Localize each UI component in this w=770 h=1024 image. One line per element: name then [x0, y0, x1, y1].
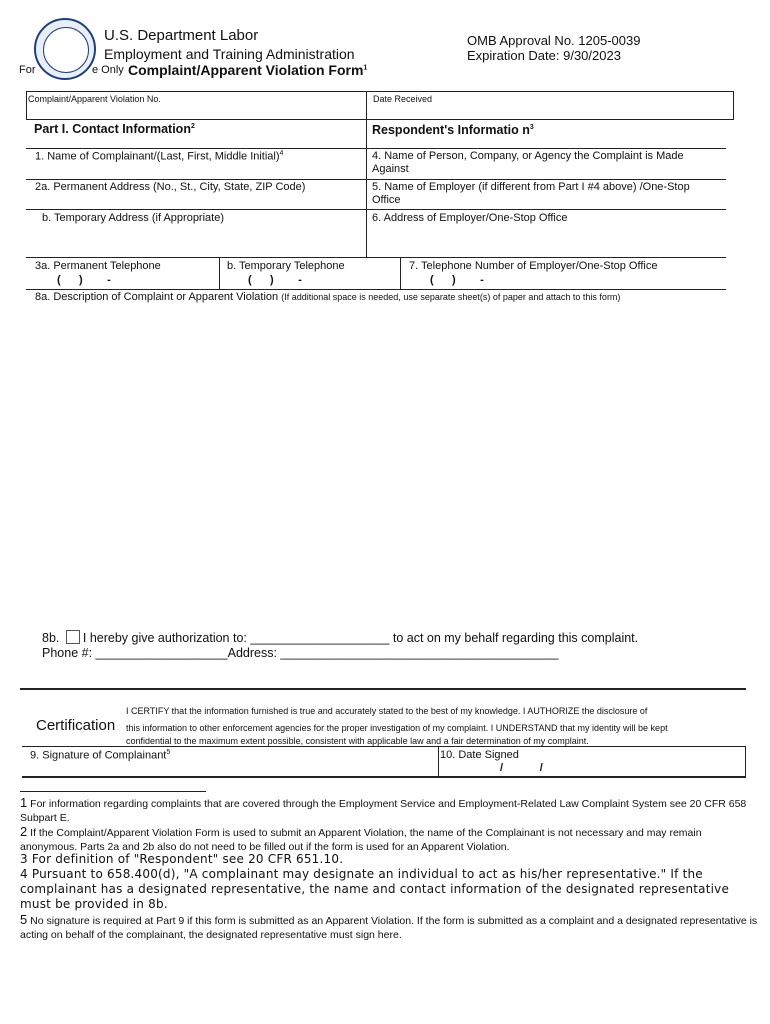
description-textarea[interactable] — [27, 306, 727, 624]
field-5-label-line1: 5. Name of Employer (if different from Part I #4 above) /One-Stop — [372, 181, 690, 193]
footnote-2: 2 If the Complaint/Apparent Violation Form is used to submit an Apparent Violation, the name of the Complainant is not necessary and may remain anonymous. Parts 2a and 2b also do not need to be filled out if the form is used for an Apparent Violation. — [20, 824, 702, 853]
for-use-prefix: For — [19, 64, 36, 76]
certification-text-3: confidential to the maximum extent possible, consistent with applicable law and a fair determination of my complaint. — [126, 736, 589, 746]
authorization-phone-address[interactable]: Phone #: ___________________Address: ________________________________________ — [42, 646, 559, 660]
agency-name: U.S. Department Labor — [104, 27, 259, 44]
complainant-name-input[interactable] — [27, 164, 365, 178]
field-3b-label: b. Temporary Telephone — [227, 260, 345, 272]
certification-text-2: this information to other enforcement agencies for the proper investigation of my complaint. I UNDERSTAND that my identity will be kept — [126, 723, 668, 733]
employer-address-input[interactable] — [368, 226, 725, 256]
signature-field[interactable] — [24, 762, 436, 775]
sub-agency-name: Employment and Training Administration — [104, 46, 355, 62]
complaint-no-label: Complaint/Apparent Violation No. — [28, 94, 161, 104]
certification-label: Certification — [36, 717, 116, 734]
field-3a-label: 3a. Permanent Telephone — [35, 260, 161, 272]
footnote-1: 1 For information regarding complaints that are covered through the Employment Service and Employment-Related Law Complaint System see 20 CFR 658 Subpart E. — [20, 795, 747, 824]
permanent-phone-input[interactable]: ( ) - — [57, 274, 111, 286]
field-2b-label: b. Temporary Address (if Appropriate) — [42, 212, 224, 224]
field-5-label-line2: Office — [372, 194, 401, 206]
permanent-address-input[interactable] — [27, 195, 365, 208]
footnote-3: 3 For definition of "Respondent" see 20 CFR 651.10. — [20, 852, 344, 866]
employer-phone-input[interactable]: ( ) - — [430, 274, 484, 286]
temporary-address-input[interactable] — [27, 226, 365, 256]
field-7-label: 7. Telephone Number of Employer/One-Stop Office — [409, 260, 658, 272]
signature-label: 9. Signature of Complainant$^5$ — [30, 749, 171, 762]
field-4-label-line1: 4. Name of Person, Company, or Agency the Complaint is Made — [372, 150, 684, 162]
respondent-heading: Respondent's Informatio $n^3$ — [372, 123, 534, 137]
temporary-phone-input[interactable]: ( ) - — [248, 274, 302, 286]
omb-approval: OMB Approval No. 1205-0039 — [467, 33, 641, 48]
description-label: 8a. Description of Complaint or Apparent Violation (If additional space is needed, use separate sheet(s) of paper and attach to this form) — [35, 291, 621, 303]
date-signed-input[interactable]: / / — [500, 762, 543, 774]
date-received-field[interactable] — [368, 104, 732, 118]
authorization-checkbox[interactable] — [66, 630, 80, 644]
expiration-date: Expiration Date: 9/30/2023 — [467, 48, 621, 63]
footnote-5: 5 No signature is required at Part 9 if this form is submitted as an Apparent Violation. If the form is submitted as a complaint and a designated representative is acting on behalf of the complainant, the designated representative must sign here. — [20, 912, 758, 941]
complaint-no-field[interactable] — [27, 104, 364, 118]
authorization-line: 8b. I hereby give authorization to: ____________________ to act on my behalf regarding this complaint. — [42, 631, 639, 645]
for-use-suffix: e Only — [92, 64, 124, 76]
field-2a-label: 2a. Permanent Address (No., St., City, State, ZIP Code) — [35, 181, 306, 193]
dol-seal-logo — [34, 18, 96, 80]
date-signed-label: 10. Date Signed — [440, 749, 519, 761]
form-title: Complaint/Apparent Violation Form$^1$ — [128, 62, 368, 78]
field-6-label: 6. Address of Employer/One-Stop Office — [372, 212, 568, 224]
field-1-label: 1. Name of Complainant/(Last, First, Middle Initial)$^4$ — [35, 150, 284, 163]
field-4-label-line2: Against — [372, 163, 409, 175]
date-received-label: Date Received — [373, 94, 433, 104]
part1-heading: Part I. Contact Information$^2$ — [34, 122, 195, 136]
footnote-4: 4 Pursuant to 658.400(d), "A complainant may designate an individual to act as his/her representative." If the complainant has a designated representative, the name and contact information of the designated representative must be provided in 8b. — [20, 867, 730, 911]
certification-text-1: I CERTIFY that the information furnished is true and accurately stated to the best of my knowledge. I AUTHORIZE the disclosure of — [126, 706, 648, 716]
